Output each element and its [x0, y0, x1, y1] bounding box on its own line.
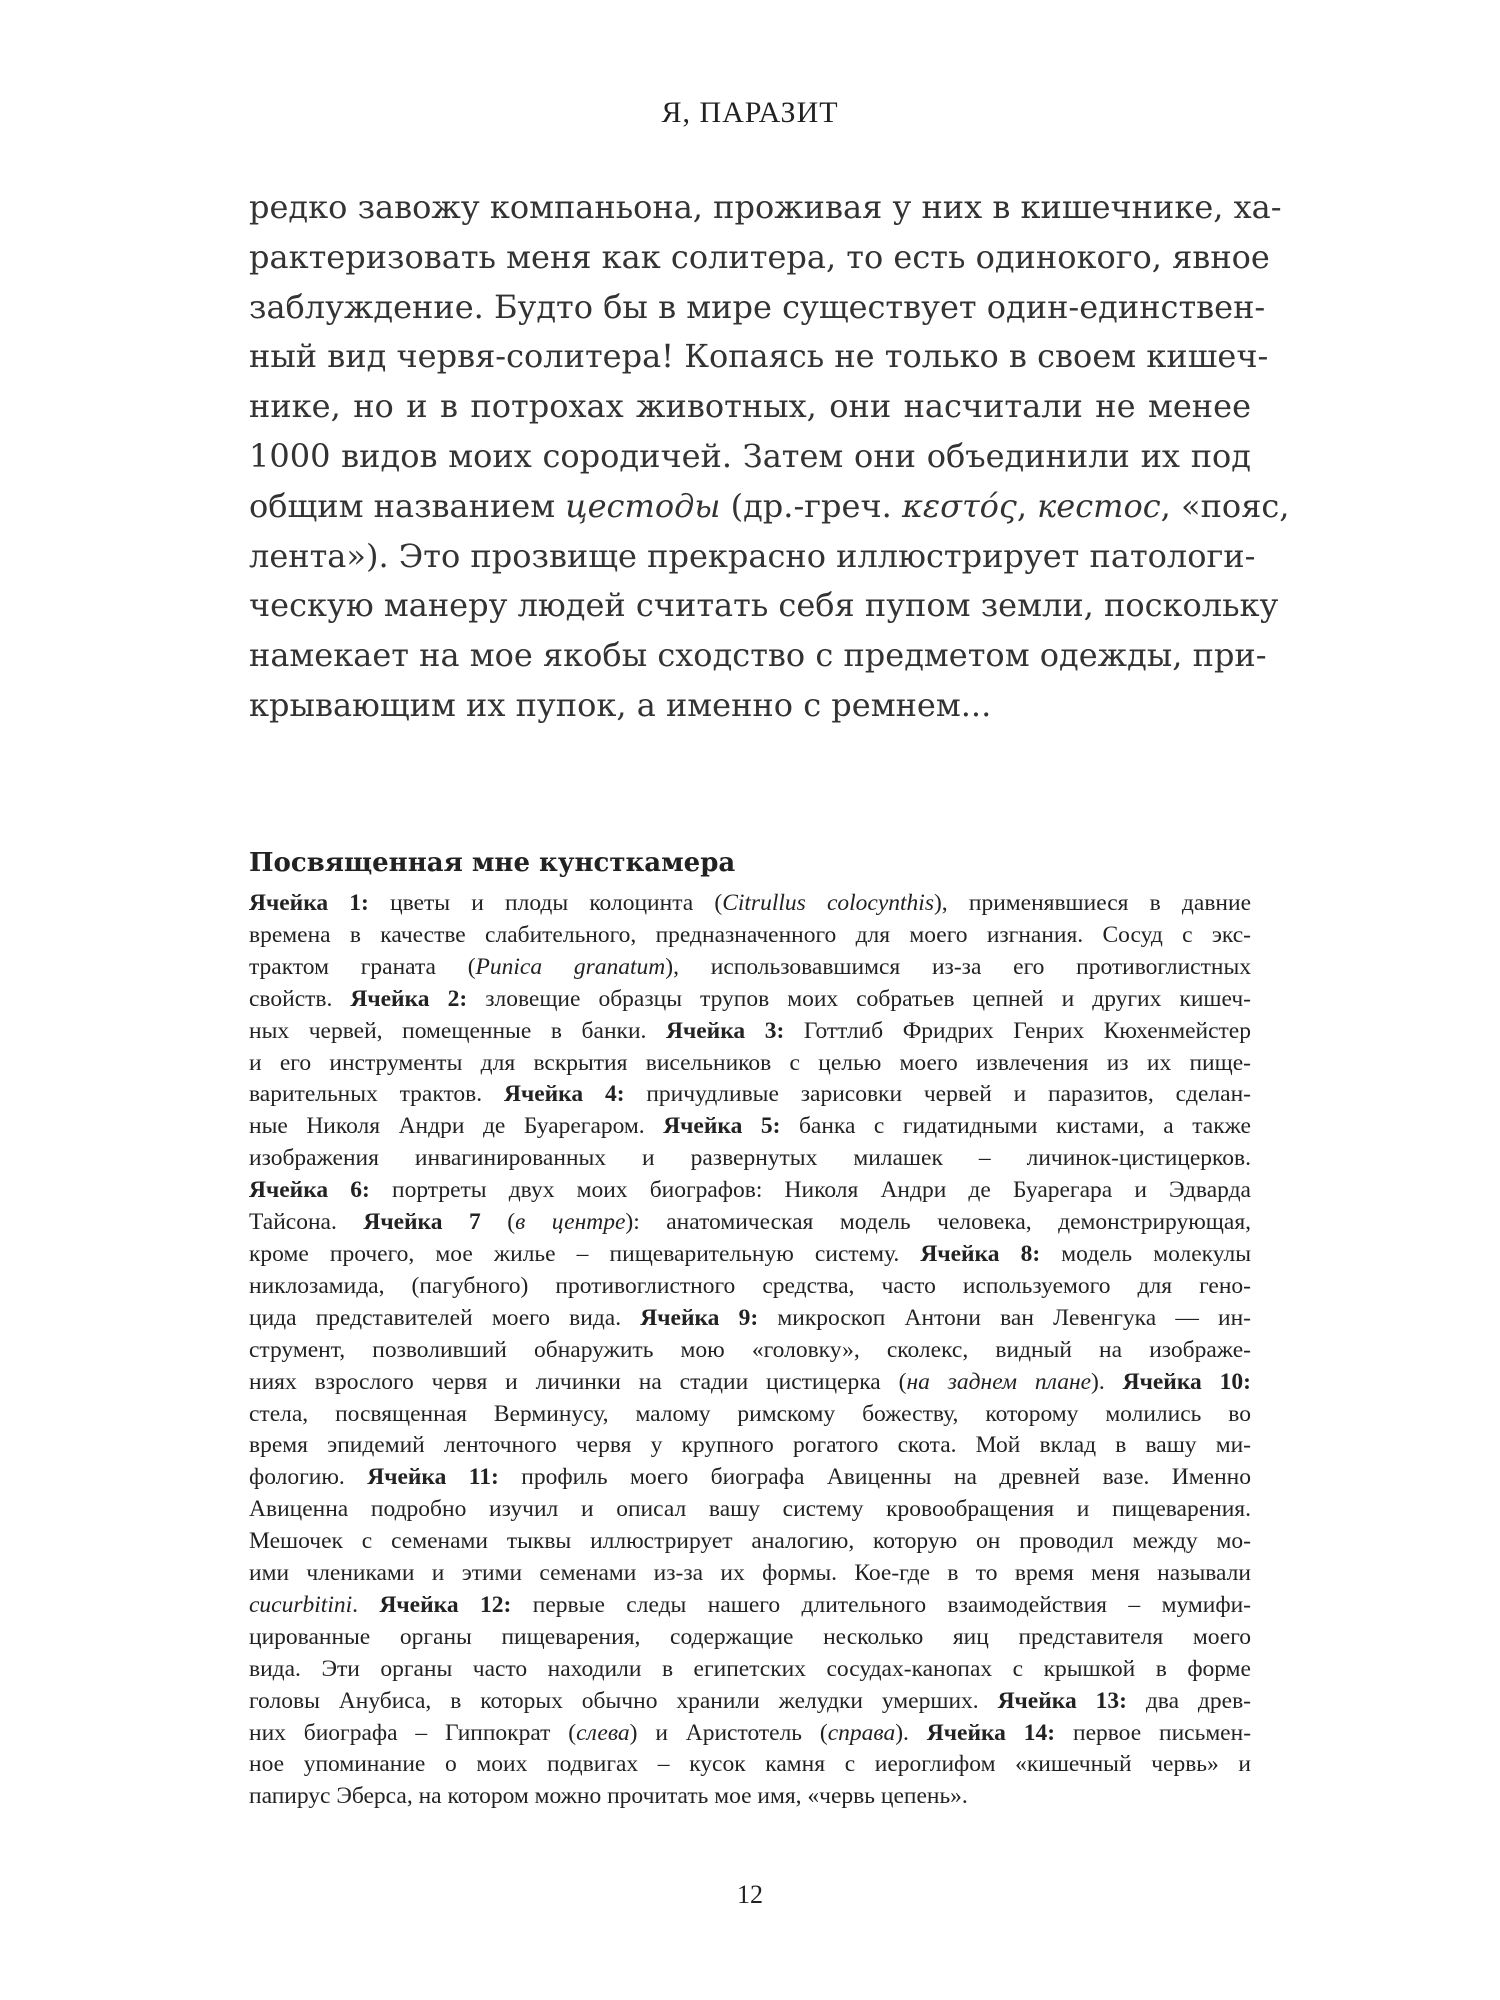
body-text-line: крывающим их пупок, а именно с ремнем... [249, 685, 992, 724]
caption-line: свойств. Ячейка 2: зловещие образцы трупов моих собратьев цепней и других кишеч- [249, 985, 1251, 1012]
italic-term: Citrullus colocynthis [722, 890, 934, 916]
body-text-line: общим названием цестоды (др.-греч. κεστός, кестос, «пояс, [249, 486, 1290, 525]
caption-line: головы Анубиса, в которых обычно хранили желудки умерших. Ячейка 13: два древ- [249, 1687, 1251, 1714]
italic-term: на заднем плане [906, 1368, 1092, 1395]
caption-line: Ячейка 1: цветы и плоды колоцинта (Citrullus colocynthis), применявшиеся в давние [249, 890, 1251, 916]
body-text-line: 1000 видов моих сородичей. Затем они объединили их под [249, 436, 1251, 475]
body-text-line: намекает на мое якобы сходство с предметом одежды, при- [249, 636, 1267, 675]
body-text-line: рактеризовать меня как солитера, то есть одинокого, явное [249, 237, 1270, 276]
caption-line: трактом граната (Punica granatum), использовавшимся из-за его противоглистных [249, 953, 1251, 980]
italic-term: справа [827, 1719, 896, 1746]
running-head: Я, ПАРАЗИТ [661, 96, 839, 129]
caption-line: варительных трактов. Ячейка 4: причудливые зарисовки червей и паразитов, сделан- [249, 1081, 1251, 1108]
body-text-line: заблуждение. Будто бы в мире существует один-единствен- [249, 287, 1266, 326]
cell-label: Ячейка 10: [1122, 1368, 1251, 1395]
caption-line: фологию. Ячейка 11: профиль моего биографа Авиценны на древней вазе. Именно [249, 1464, 1251, 1491]
cell-label: Ячейка 12: [379, 1591, 512, 1618]
body-text-line: нике, но и в потрохах животных, они насчитали не менее [249, 387, 1251, 426]
caption-line: них биографа – Гиппократ (слева) и Аристотель (справа). Ячейка 14: первое письмен- [249, 1719, 1252, 1746]
caption-line: ные Николя Андри де Буарегаром. Ячейка 5: банка с гидатидными кистами, а также [249, 1113, 1251, 1140]
cell-label: Ячейка 4: [503, 1081, 625, 1108]
caption-line: Ячейка 6: портреты двух моих биографов: Николя Андри де Буарегара и Эдварда [249, 1177, 1251, 1204]
page-number: 12 [737, 1880, 763, 1909]
caption-line: ных червей, помещенные в банки. Ячейка 3: Готтлиб Фридрих Генрих Кюхенмейстер [249, 1017, 1251, 1044]
cell-label: Ячейка 7 [363, 1209, 481, 1236]
caption-line: время эпидемий ленточного червя у крупного рогатого скота. Мой вклад в вашу ми- [249, 1432, 1251, 1459]
cell-label: Ячейка 5: [663, 1113, 781, 1140]
caption-line: папирус Эберса, на котором можно прочитать мое имя, «червь цепень». [249, 1783, 968, 1810]
caption-line: стела, посвященная Верминусу, малому римскому божеству, которому молились во [249, 1400, 1251, 1427]
caption-line: Авиценна подробно изучил и описал вашу систему кровообращения и пищеварения. [249, 1496, 1251, 1523]
caption-line: вида. Эти органы часто находили в египетских сосудах-канопах с крышкой в форме [249, 1655, 1251, 1682]
body-text-line: лента»). Это прозвище прекрасно иллюстрирует патологи- [249, 536, 1256, 575]
main-text [249, 183, 1290, 731]
cell-label: Ячейка 9: [640, 1304, 759, 1331]
cell-label: Ячейка 1: [249, 890, 369, 916]
caption-line: ниях взрослого червя и личинки на стадии цистицерка (на заднем плане). Ячейка 10: [249, 1368, 1251, 1395]
italic-term: cucurbitini [249, 1591, 353, 1618]
cell-label: Ячейка 13: [997, 1687, 1127, 1714]
body-text-line: ческую манеру людей считать себя пупом земли, поскольку [249, 586, 1279, 625]
caption-line: кроме прочего, мое жилье – пищеварительную систему. Ячейка 8: модель молекулы [249, 1240, 1251, 1267]
caption-line: ими члениками и этими семенами из-за их формы. Кое-где в то время меня называли [249, 1560, 1251, 1587]
caption-line: струмент, позволивший обнаружить мою «головку», сколекс, видный на изображе- [249, 1336, 1251, 1363]
caption-line: цида представителей моего вида. Ячейка 9: микроскоп Антони ван Левенгука — ин- [249, 1304, 1251, 1331]
caption-line: Тайсона. Ячейка 7 (в центре): анатомическая модель человека, демонстрирующая, [249, 1209, 1251, 1236]
body-text-line: редко завожу компаньона, проживая у них в кишечнике, ха- [249, 188, 1282, 226]
section-title: Посвященная мне кунсткамера [249, 848, 736, 878]
caption-line: времена в качестве слабительного, предназначенного для моего изгнания. Сосуд с экс- [249, 921, 1251, 948]
italic-term: кестос [1037, 486, 1161, 525]
cell-label: Ячейка 3: [666, 1017, 785, 1044]
caption-line: cucurbitini. Ячейка 12: первые следы нашего длительного взаимодействия – мумифи- [249, 1591, 1252, 1618]
caption-line: ное упоминание о моих подвигах – кусок камня с иероглифом «кишечный червь» и [249, 1751, 1251, 1778]
cell-label: Ячейка 6: [249, 1177, 370, 1204]
caption-text [249, 888, 1251, 1813]
caption-line: никлозамида, (пагубного) противоглистного средства, часто используемого для гено- [249, 1272, 1251, 1299]
cell-label: Ячейка 8: [920, 1240, 1041, 1267]
italic-term: в центре [515, 1209, 626, 1236]
cell-label: Ячейка 2: [350, 985, 468, 1012]
body-text-line: ный вид червя-солитера! Копаясь не только в своем кишеч- [249, 337, 1269, 376]
cell-label: Ячейка 14: [926, 1719, 1056, 1746]
italic-term: κεστός [901, 486, 1017, 525]
caption-line: цированные органы пищеварения, содержащие несколько яиц представителя моего [249, 1623, 1251, 1650]
italic-term: слева [576, 1719, 630, 1746]
italic-term: Punica granatum [475, 953, 666, 980]
caption-line: и его инструменты для вскрытия висельников с целью моего извлечения из их пище- [249, 1049, 1251, 1076]
cell-label: Ячейка 11: [367, 1464, 499, 1491]
caption-line: Мешочек с семенами тыквы иллюстрирует аналогию, которую он проводил между мо- [249, 1528, 1251, 1555]
italic-term: цестоды [565, 486, 721, 525]
caption-line: изображения инвагинированных и развернутых милашек – личинок-цистицерков. [249, 1145, 1251, 1172]
